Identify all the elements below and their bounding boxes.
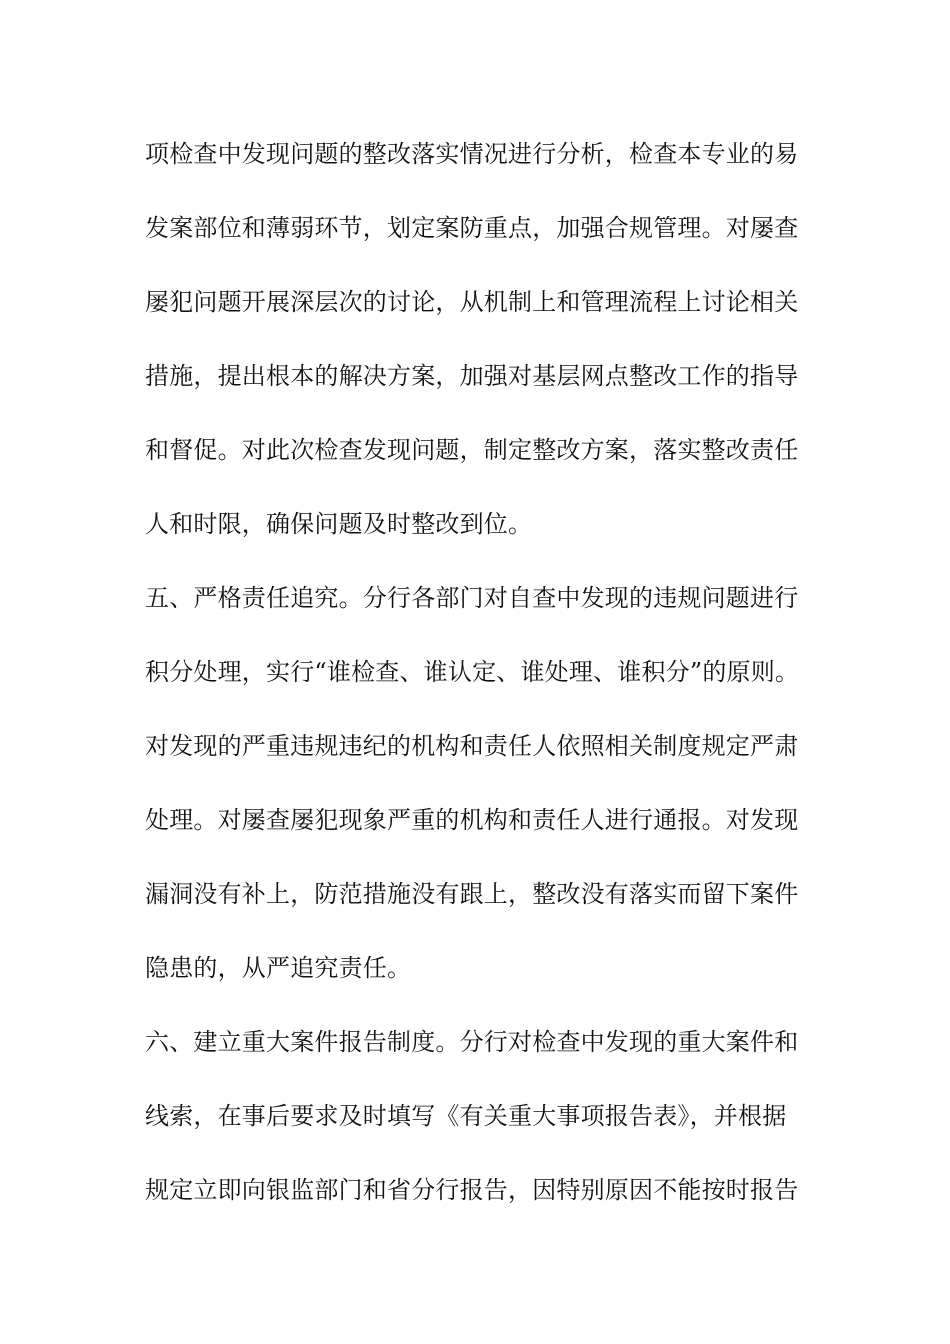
text-line: 积分处理，实行“谁检查、谁认定、谁处理、谁积分”的原则。 bbox=[145, 658, 800, 686]
text-line: 项检查中发现问题的整改落实情况进行分析，检查本专业的易 bbox=[145, 140, 799, 168]
text-line: 和督促。对此次检查发现问题，制定整改方案，落实整改责任 bbox=[145, 436, 799, 464]
text-line: 规定立即向银监部门和省分行报告，因特别原因不能按时报告 bbox=[145, 1176, 799, 1204]
text-line: 发案部位和薄弱环节，划定案防重点，加强合规管理。对屡查 bbox=[145, 214, 799, 242]
text-line: 屡犯问题开展深层次的讨论，从机制上和管理流程上讨论相关 bbox=[145, 288, 799, 316]
text-line: 处理。对屡查屡犯现象严重的机构和责任人进行通报。对发现 bbox=[145, 806, 799, 834]
text-line: 漏洞没有补上，防范措施没有跟上，整改没有落实而留下案件 bbox=[145, 880, 799, 908]
text-line: 线索，在事后要求及时填写《有关重大事项报告表》，并根据 bbox=[145, 1102, 787, 1130]
text-line: 五、严格责任追究。分行各部门对自查中发现的违规问题进行 bbox=[145, 584, 799, 612]
text-line: 隐患的，从严追究责任。 bbox=[145, 954, 412, 982]
text-line: 人和时限，确保问题及时整改到位。 bbox=[145, 510, 533, 538]
text-line: 对发现的严重违规违纪的机构和责任人依照相关制度规定严肃 bbox=[145, 732, 799, 760]
text-line: 六、建立重大案件报告制度。分行对检查中发现的重大案件和 bbox=[145, 1028, 799, 1056]
text-line: 措施，提出根本的解决方案，加强对基层网点整改工作的指导 bbox=[145, 362, 799, 390]
